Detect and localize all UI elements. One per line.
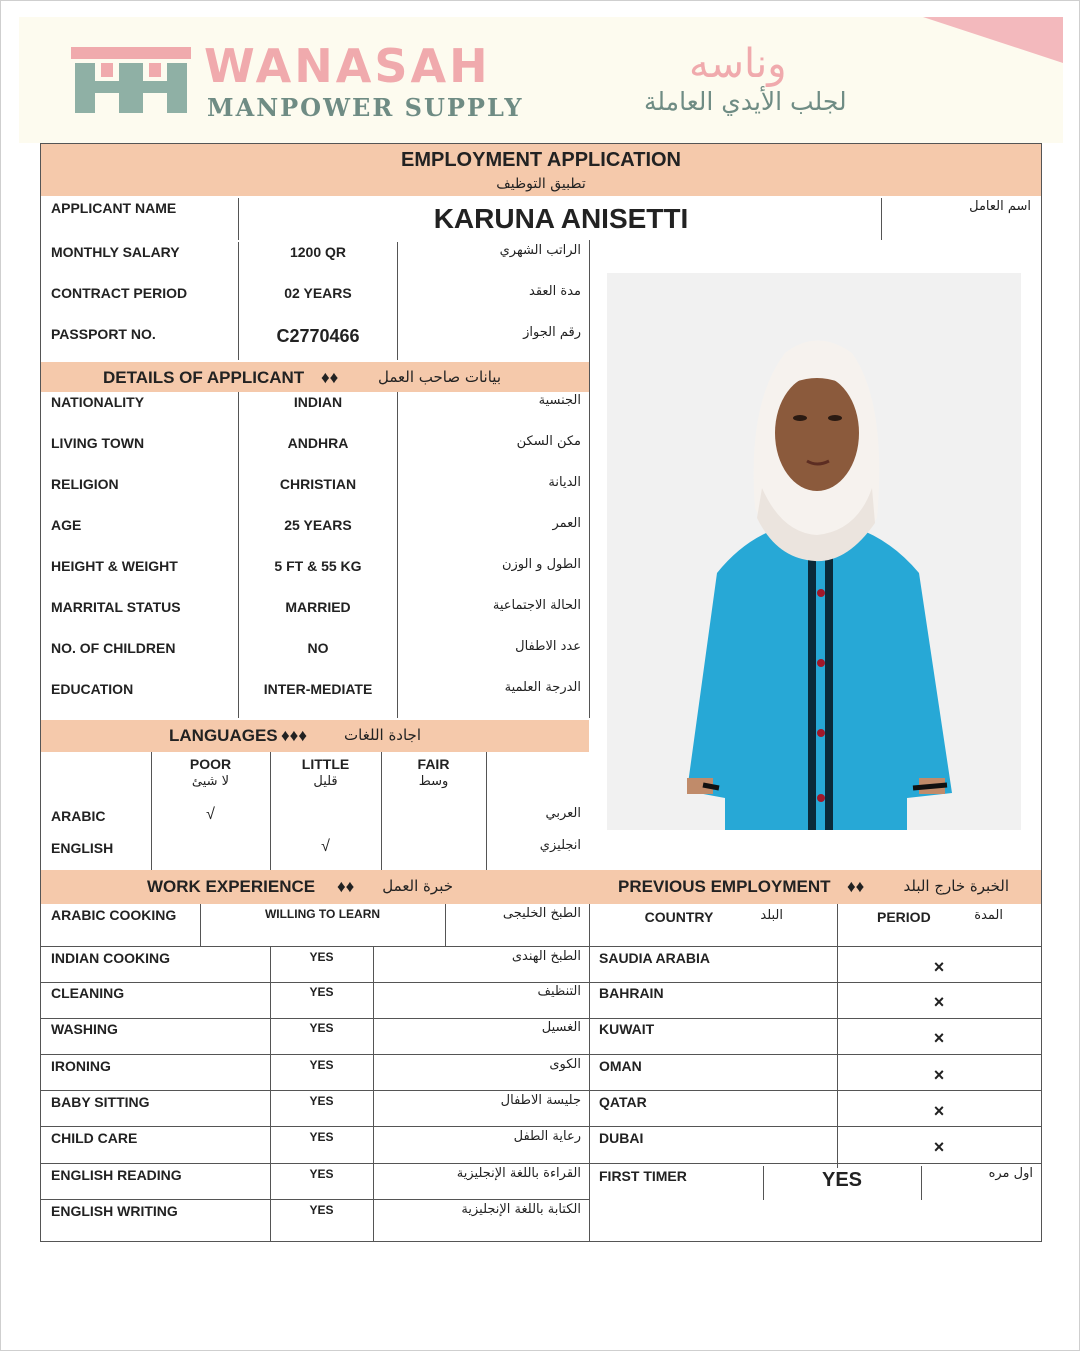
detail-value: ANDHRA <box>287 435 349 451</box>
logo-subtitle-arabic: لجلب الأيدي العاملة <box>644 87 847 116</box>
passport-label-arabic: رقم الجواز <box>523 325 581 340</box>
work-value: YES <box>309 950 334 964</box>
previous-header-arabic: الخبرة خارج البلد <box>903 877 1009 895</box>
work-value: YES <box>309 1203 334 1217</box>
work-label: WASHING <box>51 1021 118 1037</box>
applicant-photo-illustration <box>607 273 1021 830</box>
previous-cross-icon: × <box>933 992 945 1012</box>
salary-label: MONTHLY SALARY <box>51 244 180 260</box>
detail-label: HEIGHT & WEIGHT <box>51 558 178 574</box>
applicant-name: KARUNA ANISETTI <box>433 203 689 234</box>
level-fair-arabic: وسط <box>418 774 449 789</box>
language-arabic-label-arabic: العربي <box>545 806 581 821</box>
detail-value: 5 FT & 55 KG <box>274 558 362 574</box>
previous-marks: ♦♦ <box>847 877 865 896</box>
detail-label: MARRITAL STATUS <box>51 599 181 615</box>
logo-subtitle: MANPOWER SUPPLY <box>207 93 524 122</box>
row-divider <box>589 1090 1041 1091</box>
work-value: YES <box>309 1058 334 1072</box>
previous-header: PREVIOUS EMPLOYMENT <box>618 877 831 896</box>
previous-cross-icon: × <box>933 1028 945 1048</box>
detail-label-arabic: مكن السكن <box>516 434 581 449</box>
passport-value: C2770466 <box>276 326 360 346</box>
row-divider <box>41 1126 589 1127</box>
form-title-arabic: تطبيق التوظيف <box>496 176 586 192</box>
details-header: DETAILS OF APPLICANT <box>103 368 305 387</box>
detail-label: EDUCATION <box>51 681 134 697</box>
work-label: CHILD CARE <box>51 1130 138 1146</box>
detail-label-arabic: العمر <box>552 516 581 531</box>
language-arabic-label: ARABIC <box>51 808 106 824</box>
details-header-arabic: بيانات صاحب العمل <box>378 368 501 386</box>
first-timer-value: YES <box>821 1169 863 1191</box>
work-label-arabic: التنظيف <box>537 984 581 999</box>
work-label: ENGLISH READING <box>51 1167 182 1183</box>
logo-name-arabic: وناسه <box>689 41 787 87</box>
work-value: YES <box>309 1130 334 1144</box>
contract-value: 02 YEARS <box>284 285 352 301</box>
detail-label-arabic: الديانة <box>548 475 581 490</box>
period-label-arabic: المدة <box>974 908 1003 923</box>
first-timer-label: FIRST TIMER <box>599 1168 687 1184</box>
level-fair: FAIR <box>417 756 450 772</box>
detail-label-arabic: عدد الاطفال <box>515 639 581 654</box>
detail-label-arabic: الدرجة العلمية <box>504 680 581 695</box>
row-divider <box>41 1199 589 1200</box>
detail-value: INTER-MEDIATE <box>263 681 373 697</box>
row-divider <box>589 1054 1041 1055</box>
details-marks: ♦♦ <box>321 368 339 387</box>
level-little-arabic: قليل <box>313 774 338 789</box>
previous-country: DUBAI <box>599 1130 644 1146</box>
logo-header <box>19 17 1063 143</box>
work-label-arabic: الطبخ الهندى <box>511 949 581 964</box>
row-divider <box>41 1163 589 1164</box>
languages-header-arabic: اجادة اللغات <box>344 726 421 744</box>
previous-country: QATAR <box>599 1094 647 1110</box>
first-timer-label-arabic: اول مره <box>988 1166 1033 1181</box>
salary-label-arabic: الراتب الشهري <box>499 243 581 258</box>
contract-label: CONTRACT PERIOD <box>51 285 188 301</box>
country-label-arabic: البلد <box>760 908 783 923</box>
work-value: YES <box>309 1021 334 1035</box>
detail-label: LIVING TOWN <box>51 435 145 451</box>
passport-label: PASSPORT NO. <box>51 326 156 342</box>
logo-name: WANASAH <box>204 39 491 93</box>
work-marks: ♦♦ <box>337 877 355 896</box>
detail-label: AGE <box>51 517 82 533</box>
row-divider <box>589 1018 1041 1019</box>
previous-country: SAUDIA ARABIA <box>599 950 710 966</box>
applicant-name-label-arabic: اسم العامل <box>969 199 1031 214</box>
languages-header: LANGUAGES <box>169 726 278 745</box>
previous-country: KUWAIT <box>599 1021 655 1037</box>
row-divider <box>41 1090 589 1091</box>
previous-cross-icon: × <box>933 1137 945 1157</box>
logo-corner-decoration <box>923 17 1063 63</box>
detail-label: RELIGION <box>51 476 119 492</box>
previous-cross-icon: × <box>933 957 945 977</box>
applicant-photo <box>607 273 1021 830</box>
detail-label-arabic: الجنسية <box>538 393 581 408</box>
detail-value: MARRIED <box>285 599 351 615</box>
previous-country: OMAN <box>599 1058 642 1074</box>
detail-value: NO <box>307 640 329 656</box>
level-poor-arabic: لا شيئ <box>191 774 230 789</box>
work-header-arabic: خبرة العمل <box>382 877 453 895</box>
level-poor: POOR <box>189 756 232 772</box>
work-label-arabic: الطبخ الخليجى <box>502 906 581 921</box>
language-english-label-arabic: انجليزي <box>539 838 581 853</box>
detail-value: CHRISTIAN <box>279 476 357 492</box>
language-arabic-mark: √ <box>206 806 215 823</box>
work-label-arabic: جليسة الاطفال <box>500 1093 581 1108</box>
detail-label-arabic: الحالة الاجتماعية <box>492 598 581 613</box>
detail-label: NATIONALITY <box>51 394 145 410</box>
previous-cross-icon: × <box>933 1101 945 1121</box>
logo-mark-icon <box>71 47 191 115</box>
form-title: EMPLOYMENT APPLICATION <box>401 149 681 171</box>
work-value: YES <box>309 985 334 999</box>
language-english-label: ENGLISH <box>51 840 114 856</box>
language-english-mark: √ <box>321 838 330 855</box>
detail-value: 25 YEARS <box>284 517 352 533</box>
work-label-arabic: القراءة باللغة الإنجليزية <box>456 1166 581 1181</box>
row-divider <box>41 1054 589 1055</box>
salary-value: 1200 QR <box>289 244 347 260</box>
contract-label-arabic: مدة العقد <box>529 284 581 299</box>
work-label: INDIAN COOKING <box>51 950 170 966</box>
row-divider <box>41 1018 589 1019</box>
work-label-arabic: الكوى <box>549 1057 581 1072</box>
row-divider <box>589 946 1041 947</box>
row-divider <box>41 946 589 947</box>
row-divider <box>589 1126 1041 1127</box>
work-value: YES <box>309 1094 334 1108</box>
work-label-arabic: الغسيل <box>541 1020 581 1035</box>
work-label: IRONING <box>51 1058 111 1074</box>
work-label: ENGLISH WRITING <box>51 1203 178 1219</box>
work-label: ARABIC COOKING <box>51 907 177 923</box>
work-label-arabic: رعاية الطفل <box>513 1129 581 1144</box>
work-label: BABY SITTING <box>51 1094 150 1110</box>
work-label-arabic: الكتابة باللغة الإنجليزية <box>461 1202 581 1217</box>
work-header: WORK EXPERIENCE <box>147 877 316 896</box>
detail-label-arabic: الطول و الوزن <box>501 557 581 572</box>
country-label: COUNTRY <box>644 909 714 925</box>
level-little: LITTLE <box>301 756 350 772</box>
languages-marks: ♦♦♦ <box>281 726 308 745</box>
previous-cross-icon: × <box>933 1065 945 1085</box>
row-divider <box>589 982 1041 983</box>
work-label: CLEANING <box>51 985 125 1001</box>
applicant-name-label: APPLICANT NAME <box>51 200 177 216</box>
row-divider <box>41 982 589 983</box>
period-label: PERIOD <box>877 909 931 925</box>
detail-label: NO. OF CHILDREN <box>51 640 176 656</box>
detail-value: INDIAN <box>293 394 343 410</box>
row-divider <box>589 1163 1041 1164</box>
previous-country: BAHRAIN <box>599 985 664 1001</box>
work-value: WILLING TO LEARN <box>264 907 381 921</box>
work-value: YES <box>309 1167 334 1181</box>
